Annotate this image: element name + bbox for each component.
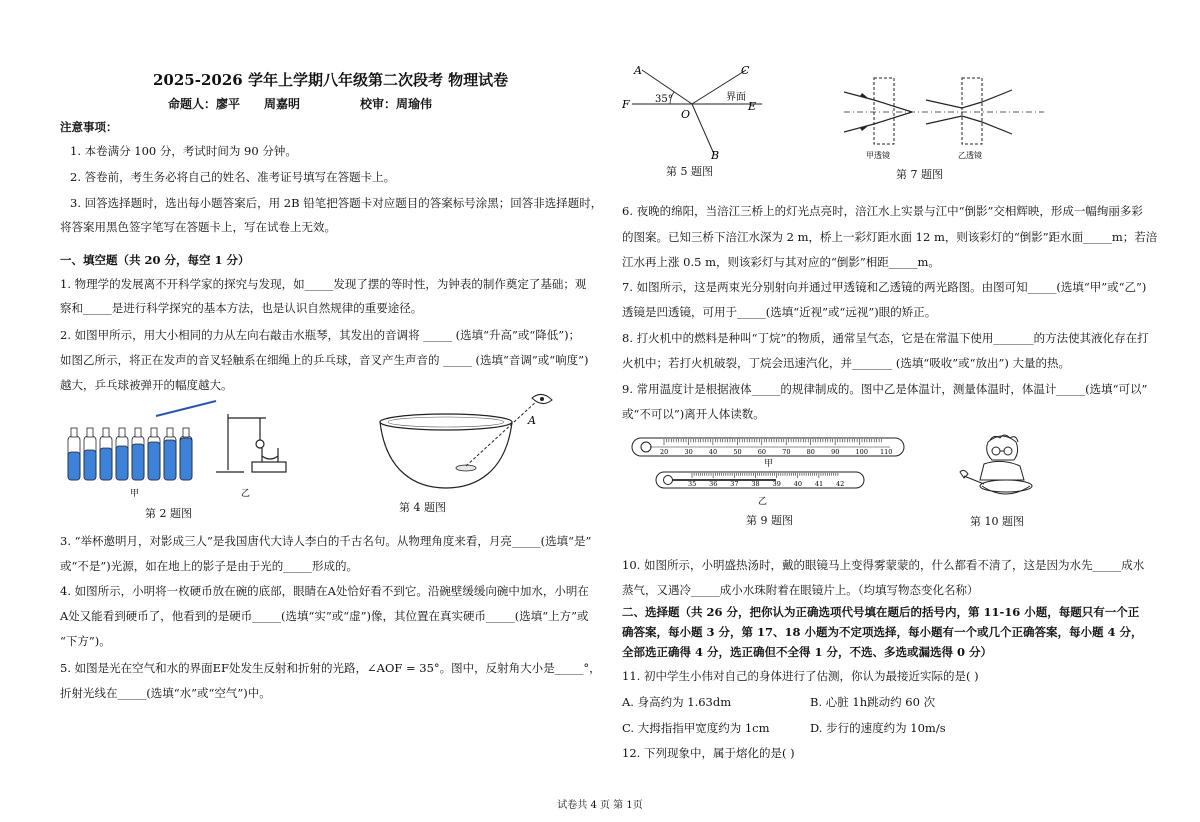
scale-label: 39 [772, 480, 781, 488]
scale-label: 35 [688, 480, 697, 488]
page-footer: 试卷共 4 页 第 1页 [557, 800, 643, 811]
scale-label: 38 [751, 480, 760, 488]
fig2-label-jia: 甲 [130, 489, 140, 499]
fig4-caption: 第 4 题图 [399, 501, 446, 514]
notice-item-3: 3. 回答选择题时，选出每小题答案后，用 2B 铅笔把答题卡对应题目的答案标号涂黑；回答非选择题时， [70, 196, 603, 210]
notice-item-1: 1. 本卷满分 100 分，考试时间为 90 分钟。 [70, 144, 297, 158]
scale-label: 37 [730, 480, 739, 488]
thermometer-yi-icon [656, 472, 864, 488]
q3-line2: 或“不是”)光源，如在地上的影子是由于光的_____形成的。 [60, 559, 358, 573]
scale-label: 60 [757, 448, 767, 456]
q9-line1: 9. 常用温度计是根据液体_____的规律制成的。图中乙是体温计，测量体温时，体温计_____(选填“可以” [622, 382, 1148, 396]
exam-title: 2025-2026 学年上学期八年级第二次段考 物理试卷 [153, 71, 509, 89]
q11-option-b: B. 心脏 1h跳动约 60 次 [810, 695, 936, 709]
q8-line2: 火机中；若打火机破裂，丁烷会迅速汽化，并_______ (选填“吸收”或“放出”) 大量的热。 [622, 356, 1071, 370]
fig9-caption: 第 9 题图 [746, 514, 793, 527]
fig5-label-b: B [711, 149, 720, 160]
q11-stem: 11. 初中学生小伟对自己的身体进行了估测，你认为最接近实际的是( ) [622, 669, 979, 683]
fig9-label-yi: 乙 [758, 497, 768, 507]
fig9-label-jia: 甲 [764, 459, 774, 469]
notice-item-2: 2. 答卷前，考生务必将自己的姓名、准考证号填写在答题卡上。 [70, 170, 396, 184]
fig5-caption: 第 5 题图 [666, 165, 713, 178]
scale-label: 90 [831, 448, 840, 456]
section1-heading: 一、填空题（共 20 分，每空 1 分） [60, 253, 250, 267]
scale-label: 100 [855, 448, 868, 456]
figure-7 [844, 64, 1044, 164]
q2-line1: 2. 如图甲所示，用大小相同的力从左向右敲击水瓶琴，其发出的音调将 _____ (选填“升高”或“降低”)； [60, 328, 581, 342]
fig5-label-o: O [681, 108, 691, 121]
q2-line2: 如图乙所示，将正在发声的音叉轻触系在细绳上的乒乓球，音叉产生声音的 _____ (选填“音调”或“响度”) [60, 353, 589, 367]
q4-line3: “下方”)。 [60, 634, 111, 648]
q3-line1: 3. “举杯邀明月，对影成三人”是我国唐代大诗人李白的千古名句。从物理角度来看，月亮_____(选填“是” [60, 534, 592, 548]
notice-item-3-cont: 将答案用黑色签字笔写在答题卡上，写在试卷上无效。 [60, 220, 336, 234]
scale-label: 36 [709, 480, 718, 488]
q4-line2: A处又能看到硬币了，他看到的是硬币_____(选填“实”或“虚”)像，其位置在真实硬币_____(选填“上方”或 [60, 609, 589, 623]
q2-line3: 越大，乒乓球被弹开的幅度越大。 [60, 378, 233, 392]
section2-heading-line2: 确答案，每小题 3 分，第 17、18 小题为不定项选择，每小题有一个或几个正确答案，每小题 4 分， [622, 625, 1143, 639]
fig5-label-f: F [622, 98, 630, 111]
q11-option-a: A. 身高约为 1.63dm [622, 695, 732, 709]
q1-line1: 1. 物理学的发展离不开科学家的探究与发现，如_____发现了摆的等时性，为钟表的制作奠定了基础；观 [60, 277, 587, 291]
fig5-label-e: E [748, 100, 757, 113]
section2-heading-line3: 全部选正确得 4 分，选正确但不全得 1 分，不选、多选或漏选得 0 分） [622, 645, 993, 659]
scale-label: 70 [782, 448, 791, 456]
scale-label: 30 [684, 448, 693, 456]
bowl-icon [380, 422, 512, 488]
fig2-caption: 第 2 题图 [145, 507, 192, 520]
fig10-caption: 第 10 题图 [970, 515, 1024, 528]
q1-line2: 察和_____是进行科学探究的基本方法，也是认识自然规律的重要途径。 [60, 301, 423, 315]
thermometer-jia-icon [632, 438, 904, 456]
q10-line1: 10. 如图所示，小明盛热汤时，戴的眼镜马上变得雾蒙蒙的，什么都看不清了，这是因为水先_____成水 [622, 558, 1145, 572]
q6-line2: 的图案。已知三桥下涪江水深为 2 m，桥上一彩灯距水面 12 m，则该彩灯的“倒影”距水面_____m；若涪 [622, 230, 1158, 244]
fig2-label-yi: 乙 [241, 489, 251, 499]
scale-label: 41 [814, 480, 824, 488]
q12-stem: 12. 下列现象中，属于熔化的是( ) [622, 746, 795, 760]
scale-label: 80 [806, 448, 815, 456]
scale-label: 20 [660, 448, 669, 456]
q11-option-d: D. 步行的速度约为 10m/s [810, 721, 946, 735]
fig5-label-c: C [741, 64, 750, 77]
fig4-label-a: A [528, 414, 536, 427]
q7-line1: 7. 如图所示，这是两束光分别射向并通过甲透镜和乙透镜的两光路图。由图可知_____(选填“甲”或“乙”) [622, 280, 1147, 294]
q4-line1: 4. 如图所示，小明将一枚硬币放在碗的底部，眼睛在A处恰好看不到它。沿碗壁缓缓向碗中加水，小明在 [60, 584, 589, 598]
scale-label: 42 [836, 480, 845, 488]
lens-jia-icon [874, 78, 894, 144]
exam-authors: 命题人：廖平 周嘉明 校审：周瑜伟 [168, 97, 433, 111]
figure-10 [954, 432, 1050, 512]
q5-line1: 5. 如图是光在空气和水的界面EF处发生反射和折射的光路，∠AOF = 35°。图中，反射角大小是_____°， [60, 661, 601, 675]
figure-4 [376, 392, 556, 502]
q10-line2: 蒸气，又遇冷_____成小水珠附着在眼镜片上。（均填写物态变化名称） [622, 583, 979, 597]
scale-label: 110 [880, 448, 893, 456]
q6-line1: 6. 夜晚的绵阳，当涪江三桥上的灯光点亮时，涪江水上实景与江中“倒影”交相辉映，形成一幅绚丽多彩 [622, 204, 1143, 218]
figure-9 [628, 432, 910, 508]
scale-label: 50 [733, 448, 742, 456]
q6-line3: 江水再上涨 0.5 m，则该彩灯与其对应的“倒影”相距_____m。 [622, 255, 940, 269]
boy-with-soup-icon [960, 435, 1032, 494]
q5-line2: 折射光线在_____(选填“水”或“空气”)中。 [60, 686, 271, 700]
fig5-angle: 35° [655, 94, 673, 105]
fig5-interface-label: 界面 [726, 92, 746, 103]
fig7-caption: 第 7 题图 [896, 168, 943, 181]
section2-heading-line1: 二、选择题（共 26 分，把你认为正确选项代号填在题后的括号内，第 11-16 小题，每题只有一个正 [622, 605, 1140, 619]
fig5-label-a: A [634, 64, 642, 77]
q9-line2: 或“不可以”)离开人体读数。 [622, 407, 765, 421]
mallet-icon [156, 401, 216, 416]
notice-heading: 注意事项： [60, 120, 118, 134]
fig7-label-yi: 乙透镜 [958, 151, 982, 160]
lens-yi-icon [962, 78, 982, 144]
scale-label: 40 [708, 448, 718, 456]
q7-line2: 透镜是凹透镜，可用于_____(选填“近视”或“远视”)眼的矫正。 [622, 305, 937, 319]
q8-line1: 8. 打火机中的燃料是种叫“丁烷”的物质，通常呈气态，它是在常温下使用_______的方法使其液化存在打 [622, 331, 1149, 345]
scale-label: 40 [793, 480, 802, 488]
q11-option-c: C. 大拇指指甲宽度约为 1cm [622, 721, 770, 735]
water-bottles [68, 428, 192, 480]
fig7-label-jia: 甲透镜 [866, 151, 890, 160]
figure-5 [622, 60, 772, 160]
tuning-fork-stand [216, 414, 286, 472]
